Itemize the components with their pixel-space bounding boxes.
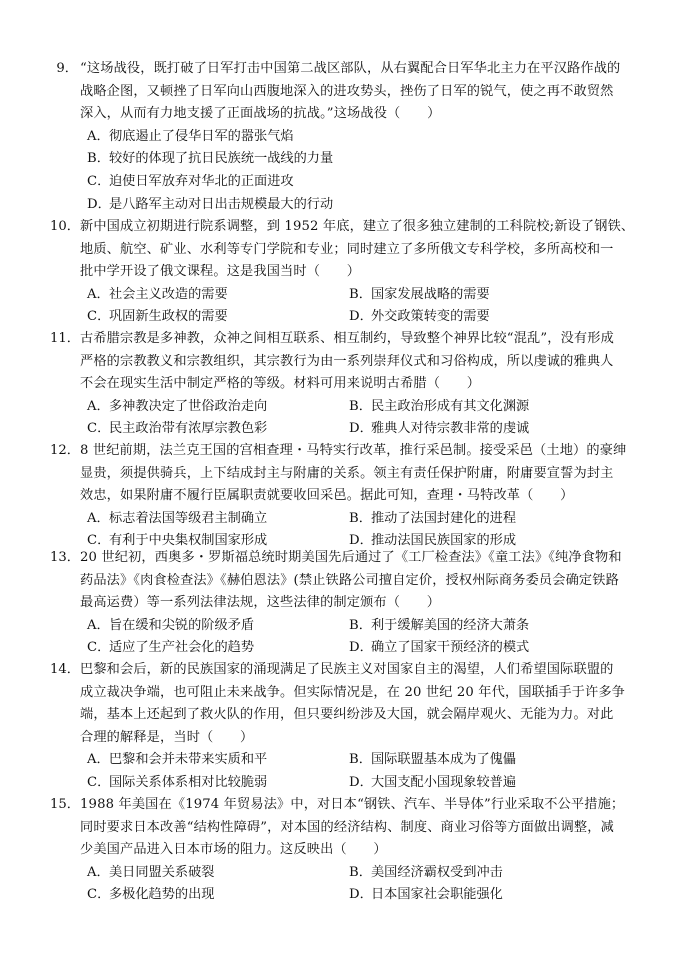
question-stem-line: 最高运费）等一系列法律法规，这些法律的制定颁布（ ） [80, 595, 441, 611]
option-c: C． 迫使日军放弃对华北的正面进攻 [87, 173, 294, 189]
option-a: A． 社会主义改造的需要 [87, 286, 228, 302]
question-14 [50, 659, 654, 795]
option-a: A． 彻底遏止了侵华日军的嚣张气焰 [87, 128, 294, 144]
option-d: D． 日本国家社会职能强化 [349, 887, 503, 903]
option-d: D． 外交政策转变的需要 [349, 309, 490, 325]
question-stem-line: 端，基本上还起到了救火队的作用，但只要纠纷涉及大国，就会隔岸观火、无能为力。对此 [80, 707, 614, 723]
option-b: B． 美国经济霸权受到冲击 [349, 864, 503, 880]
option-b: B． 较好的体现了抗日民族统一战线的力量 [87, 151, 334, 167]
question-stem-line: 不会在现实生活中制定严格的等级。材料可用来说明古希腊（ ） [80, 376, 481, 392]
question-stem-line: 效忠，如果附庸不履行臣属职责就要收回采邑。据此可知，查理・马特改革（ ） [80, 488, 574, 504]
option-d: D． 推动法国民族国家的形成 [349, 533, 517, 549]
question-stem-line: 古希腊宗教是多神教，众神之间相互联系、相互制约，导致整个神界比较“混乱”，没有形成 [80, 331, 614, 346]
question-number: 15． [50, 797, 80, 812]
question-stem-line: 8 世纪前期，法兰克王国的宫相查理・马特实行改革，推行采邑制。接受采邑（土地）的豪绅 [80, 443, 627, 458]
question-number: 12． [50, 443, 80, 458]
option-d: D． 确立了国家干预经济的模式 [349, 640, 530, 656]
question-stem-line: 地质、航空、矿业、水利等专门学院和专业；同时建立了多所俄文专科学校，多所高校和一 [80, 241, 614, 257]
question-9 [50, 58, 654, 216]
option-d: D． 是八路军主动对日出击规模最大的行动 [87, 196, 334, 212]
option-b: B． 国家发展战略的需要 [349, 286, 490, 302]
question-stem-line: 成立裁决争端，也可阻止未来战争。但实际情况是，在 20 世纪 20 年代，国联插手于许多争 [80, 684, 626, 700]
question-stem-line: 巴黎和会后，新的民族国家的涌现满足了民族主义对国家自主的渴望，人们希望国际联盟的 [80, 662, 614, 677]
question-10 [50, 216, 654, 329]
option-a: A． 美日同盟关系破裂 [87, 864, 215, 880]
question-number: 13． [50, 550, 80, 565]
option-c: C． 适应了生产社会化的趋势 [87, 640, 255, 656]
question-13 [50, 547, 654, 660]
question-stem-line: 1988 年美国在《1974 年贸易法》中，对日本“钢铁、汽车、半导体”行业采取不公平措施； [80, 797, 625, 812]
option-b: B． 国际联盟基本成为了傀儡 [349, 752, 517, 768]
question-stem-line: 20 世纪初，西奥多・罗斯福总统时期美国先后通过了《工厂检查法》《童工法》《纯净食物和 [80, 550, 622, 565]
question-number: 9． [56, 61, 78, 76]
question-stem-line: 同时要求日本改善“结构性障碍”，对本国的经济结构、制度、商业习俗等方面做出调整，减 [80, 819, 614, 835]
option-c: C． 多极化趋势的出现 [87, 887, 215, 903]
question-number: 10． [50, 219, 80, 234]
option-b: B． 民主政治形成有其文化渊源 [349, 398, 530, 414]
option-a: A． 多神教决定了世俗政治走向 [87, 398, 268, 414]
option-d: D． 雅典人对待宗教非常的虔诚 [349, 421, 530, 437]
question-11 [50, 328, 654, 441]
option-b: B． 利于缓解美国的经济大萧条 [349, 617, 530, 633]
option-c: C． 巩固新生政权的需要 [87, 309, 228, 325]
option-c: C． 民主政治带有浓厚宗教色彩 [87, 421, 268, 437]
question-12 [50, 440, 654, 553]
question-number: 11． [50, 331, 80, 346]
question-stem-line: “这场战役，既打破了日军打击中国第二战区部队，从右翼配合日军华北主力在平汉路作战的 [80, 61, 621, 76]
question-stem-line: 严格的宗教教义和宗教组织，其宗教行为由一系列崇拜仪式和习俗构成，所以虔诚的雅典人 [80, 353, 614, 369]
option-c: C． 国际关系体系相对比较脆弱 [87, 774, 268, 790]
option-a: A． 旨在缓和尖锐的阶级矛盾 [87, 617, 255, 633]
option-c: C． 有利于中央集权制国家形成 [87, 533, 268, 549]
question-stem-line: 显贵，须提供骑兵，上下结成封主与附庸的关系。领主有责任保护附庸，附庸要宣誓为封主 [80, 465, 614, 481]
question-stem-line: 深入，从而有力地支援了正面战场的抗战。”这场战役（ ） [80, 106, 441, 122]
question-stem-line: 批中学开设了俄文课程。这是我国当时（ ） [80, 264, 361, 280]
question-stem-line: 新中国成立初期进行院系调整，到 1952 年底，建立了很多独立建制的工科院校;新设了钢铁、 [80, 219, 635, 234]
question-stem-line: 药品法》《肉食检查法》《赫伯恩法》(禁止铁路公司擅自定价，授权州际商务委员会确定铁路 [80, 572, 619, 588]
question-15 [50, 794, 654, 907]
option-d: D． 大国支配小国现象较普遍 [349, 774, 517, 790]
option-a: A． 巴黎和会并未带来实质和平 [87, 752, 268, 768]
question-stem-line: 少美国产品进入日本市场的阻力。这反映出（ ） [80, 842, 387, 858]
question-number: 14． [50, 662, 80, 677]
option-a: A． 标志着法国等级君主制确立 [87, 510, 268, 526]
question-stem-line: 战略企图，又顿挫了日军向山西腹地深入的进攻势头，挫伤了日军的锐气，使之再不敢贸然 [80, 83, 614, 99]
question-stem-line: 合理的解释是，当时（ ） [80, 729, 254, 745]
option-b: B． 推动了法国封建化的进程 [349, 510, 517, 526]
